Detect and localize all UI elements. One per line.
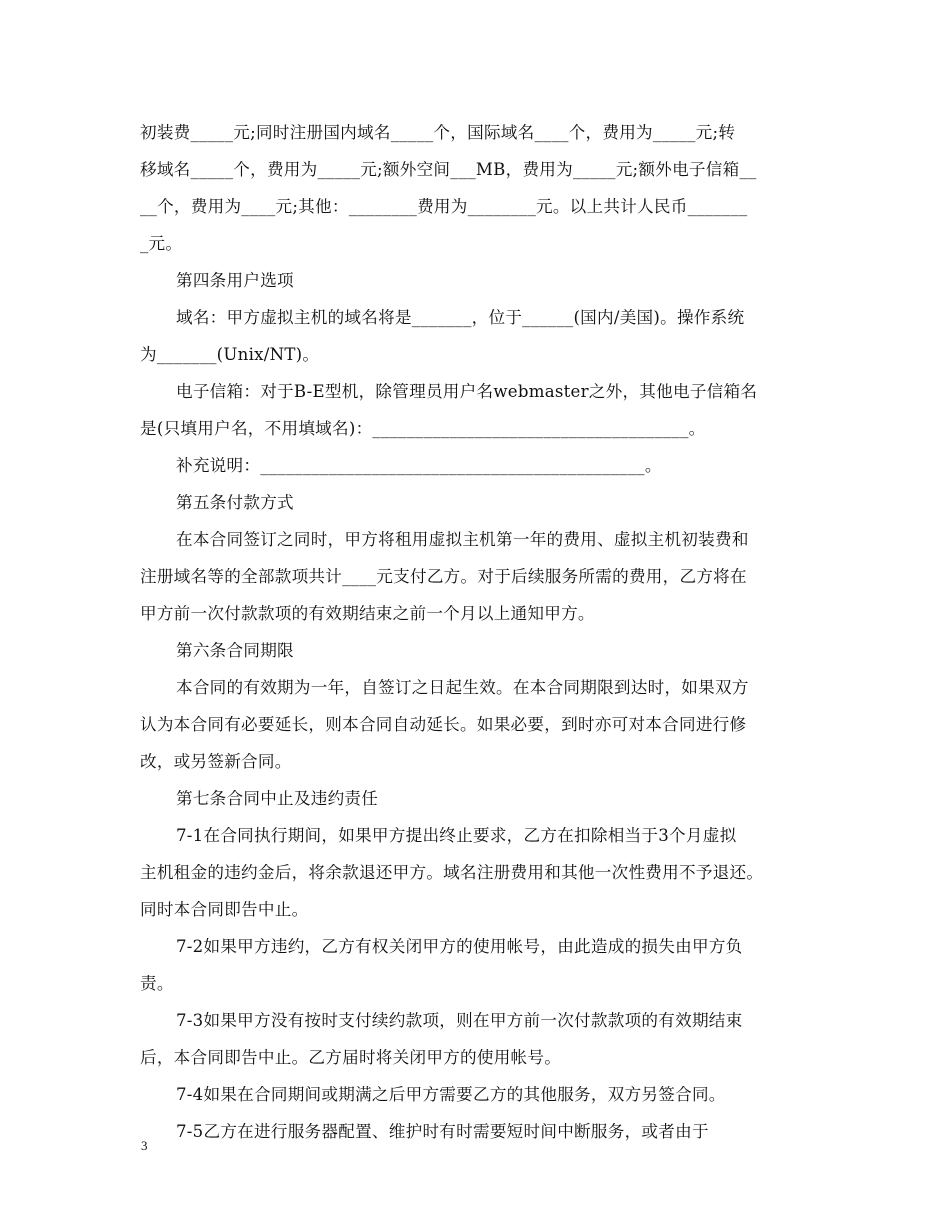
text-line: 在本合同签订之同时，甲方将租用虚拟主机第一年的费用、虚拟主机初装费和 [176, 530, 749, 549]
text-line: __个，费用为____元;其他：________费用为________元。以上共计人民币_______ [140, 197, 748, 216]
text-line: 7-3如果甲方没有按时支付续约款项，则在甲方前一次付款款项的有效期结束 [176, 1011, 743, 1030]
text-line: 后，本合同即告中止。乙方届时将关闭甲方的使用帐号。 [140, 1048, 562, 1067]
text-line: _元。 [140, 234, 183, 253]
text-line: 认为本合同有必要延长，则本合同自动延长。如果必要，到时亦可对本合同进行修 [140, 715, 747, 734]
text-line: 本合同的有效期为一年，自签订之日起生效。在本合同期限到达时，如果双方 [176, 678, 749, 697]
text-line: 同时本合同即告中止。 [140, 900, 309, 919]
text-line: 初装费_____元;同时注册国内域名_____个，国际域名____个，费用为_____元;转 [140, 123, 736, 142]
text-line: 补充说明：_____________________________________________。 [176, 456, 662, 475]
text-line: 7-1在合同执行期间，如果甲方提出终止要求，乙方在扣除相当于3个月虚拟 [176, 826, 737, 845]
text-line: 责。 [140, 974, 174, 993]
text-line: 主机租金的违约金后，将余款退还甲方。域名注册费用和其他一次性费用不予退还。 [140, 863, 764, 882]
section-heading: 第五条付款方式 [176, 493, 294, 512]
document-body [140, 114, 812, 1150]
section-heading: 第六条合同期限 [176, 641, 294, 660]
text-line: 是(只填用户名，不用填域名)：_____________________________________。 [140, 419, 706, 438]
text-line: 改，或另签新合同。 [140, 752, 292, 771]
section-heading: 第四条用户选项 [176, 271, 294, 290]
text-line: 电子信箱：对于B-E型机，除管理员用户名webmaster之外，其他电子信箱名 [176, 382, 758, 401]
text-line: 7-5乙方在进行服务器配置、维护时有时需要短时间中断服务，或者由于 [176, 1122, 709, 1141]
text-line: 7-2如果甲方违约，乙方有权关闭甲方的使用帐号，由此造成的损失由甲方负 [176, 937, 743, 956]
text-line: 7-4如果在合同期间或期满之后甲方需要乙方的其他服务，双方另签合同。 [176, 1085, 726, 1104]
text-line: 注册域名等的全部款项共计____元支付乙方。对于后续服务所需的费用，乙方将在 [140, 567, 747, 586]
text-line: 为_______(Unix/NT)。 [140, 345, 320, 364]
text-line: 甲方前一次付款款项的有效期结束之前一个月以上通知甲方。 [140, 604, 595, 623]
text-line: 域名：甲方虚拟主机的域名将是_______，位于______(国内/美国)。操作系统 [176, 308, 745, 327]
text-line: 移域名_____个，费用为_____元;额外空间___MB，费用为_____元;额外电子信箱__ [140, 160, 757, 179]
page-number: 3 [141, 1138, 148, 1153]
section-heading: 第七条合同中止及违约责任 [176, 789, 379, 808]
